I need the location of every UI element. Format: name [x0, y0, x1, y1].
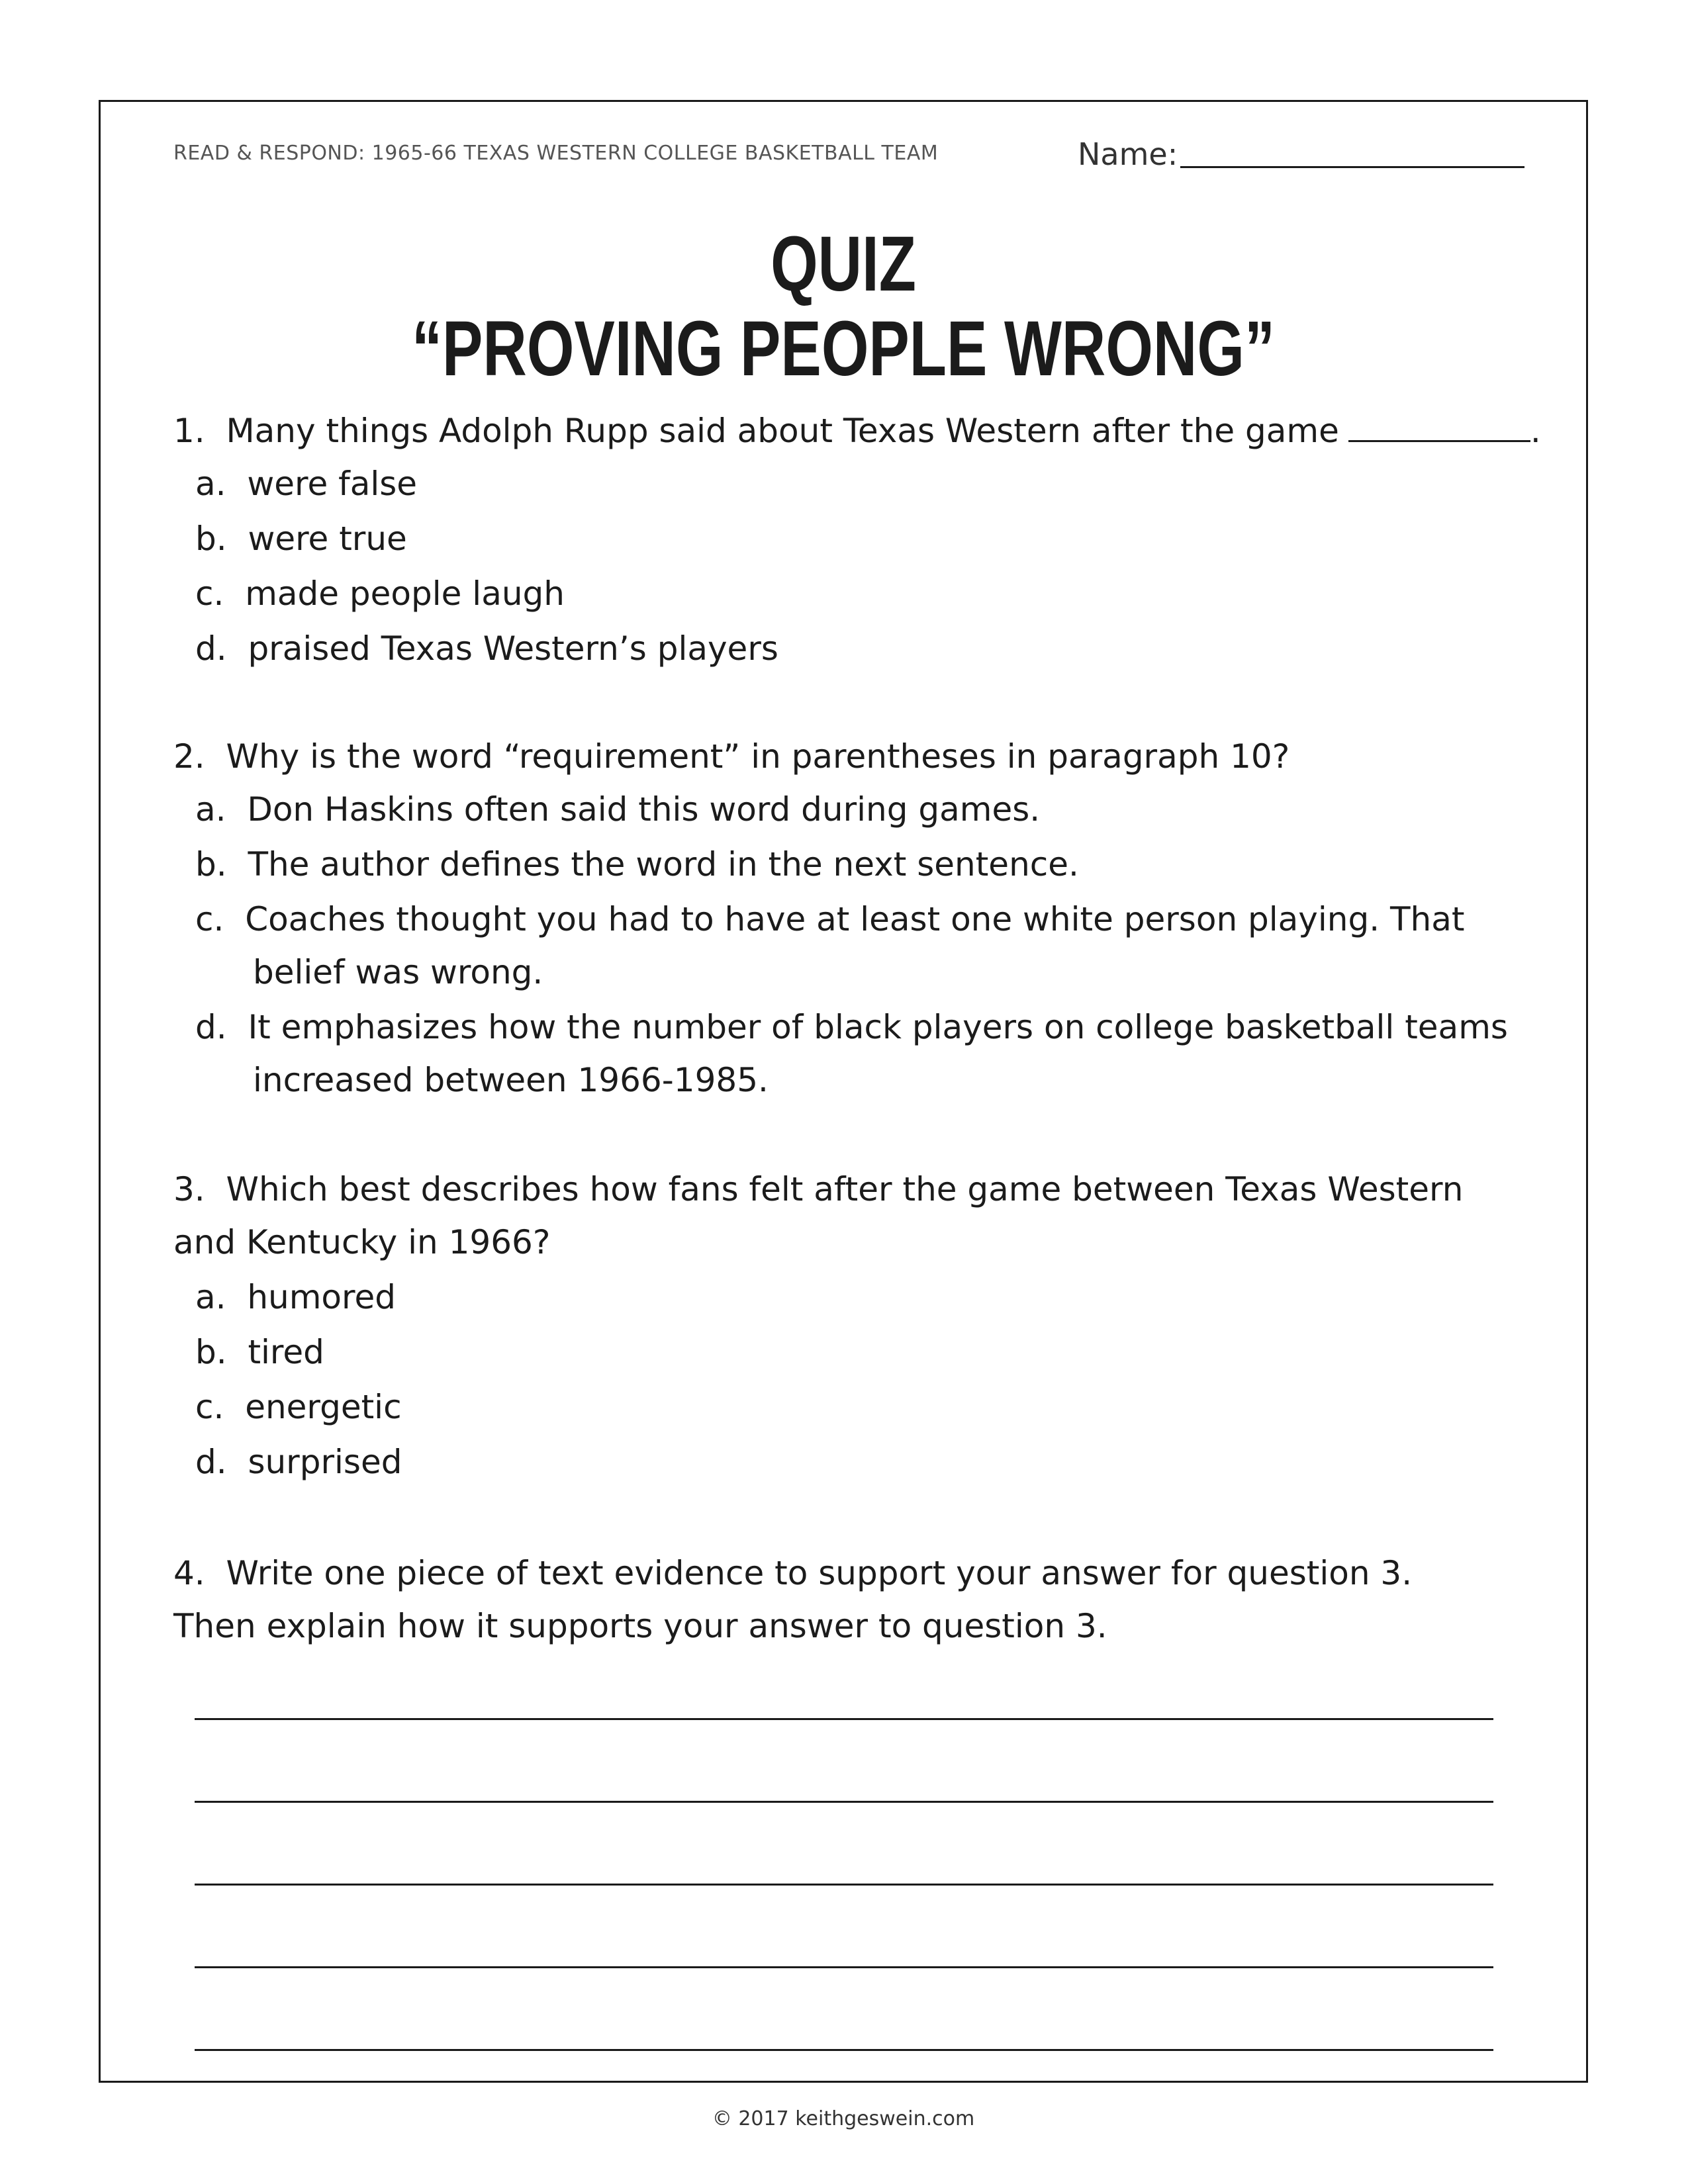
name-blank-line[interactable]: [1180, 166, 1524, 168]
option-3d[interactable]: [195, 1445, 402, 1479]
option-letter: c.: [195, 900, 224, 938]
option-3a[interactable]: [195, 1278, 396, 1316]
option-3b[interactable]: [195, 1333, 324, 1371]
name-label: Name:: [1078, 136, 1178, 172]
option-text: praised Texas Western’s players: [248, 629, 778, 668]
option-letter: a.: [195, 465, 226, 503]
name-field[interactable]: [1078, 136, 1524, 172]
option-letter: b.: [195, 520, 227, 558]
option-1b[interactable]: [195, 520, 407, 558]
option-text: surprised: [248, 1443, 402, 1481]
quiz-subtitle-title: “PROVING PEOPLE WRONG”: [411, 305, 1276, 392]
prompt-end: .: [1530, 412, 1541, 450]
answer-line[interactable]: [195, 2049, 1493, 2051]
question-1: [173, 412, 1541, 450]
option-letter: c.: [195, 1388, 224, 1426]
question-prompt: Why is the word “requirement” in parentheses in paragraph 10?: [226, 737, 1290, 776]
option-letter: d.: [195, 1008, 227, 1046]
option-letter: a.: [195, 790, 226, 829]
option-text: Don Haskins often said this word during games.: [247, 790, 1041, 829]
quiz-title: QUIZ: [771, 220, 916, 308]
question-prompt: Many things Adolph Rupp said about Texas Western after the game: [226, 412, 1339, 450]
question-number: 4.: [173, 1554, 205, 1592]
option-text: humored: [247, 1278, 396, 1316]
question-3: [173, 1170, 1464, 1208]
question-prompt: Which best describes how fans felt after the game between Texas Western: [226, 1170, 1464, 1208]
answer-blank[interactable]: [1348, 440, 1530, 442]
option-text: energetic: [245, 1388, 402, 1426]
option-letter: c.: [195, 574, 224, 613]
option-text: The author defines the word in the next sentence.: [248, 845, 1079, 884]
worksheet-subtitle: READ & RESPOND: 1965-66 TEXAS WESTERN COLLEGE BASKETBALL TEAM: [173, 142, 939, 165]
option-text: tired: [248, 1333, 324, 1371]
answer-line[interactable]: [195, 1966, 1493, 1968]
question-prompt: Write one piece of text evidence to support your answer for question 3.: [226, 1554, 1413, 1592]
option-1d[interactable]: [195, 629, 778, 668]
option-1c[interactable]: [195, 574, 565, 613]
option-1a[interactable]: [195, 465, 418, 503]
option-text: It emphasizes how the number of black players on college basketball teams: [248, 1008, 1508, 1046]
option-3c[interactable]: [195, 1390, 402, 1424]
option-letter: d.: [195, 1443, 227, 1481]
copyright-footer: © 2017 keithgeswein.com: [712, 2107, 975, 2130]
question-number: 1.: [173, 412, 205, 450]
question-number: 3.: [173, 1170, 205, 1208]
option-2c[interactable]: [195, 900, 1465, 938]
option-letter: b.: [195, 1333, 227, 1371]
option-2a[interactable]: [195, 790, 1041, 829]
option-2b[interactable]: [195, 845, 1079, 884]
option-text: were true: [248, 520, 407, 558]
option-letter: b.: [195, 845, 227, 884]
question-2: [173, 737, 1290, 776]
option-text: were false: [247, 465, 418, 503]
question-3-line2: and Kentucky in 1966?: [173, 1223, 551, 1261]
answer-line[interactable]: [195, 1718, 1493, 1720]
question-4-line2: Then explain how it supports your answer to question 3.: [173, 1607, 1107, 1645]
option-2d-continuation: increased between 1966-1985.: [253, 1061, 769, 1099]
option-letter: a.: [195, 1278, 226, 1316]
question-number: 2.: [173, 737, 205, 776]
question-4: [173, 1554, 1413, 1592]
answer-line[interactable]: [195, 1884, 1493, 1886]
option-2d[interactable]: [195, 1008, 1508, 1046]
option-text: made people laugh: [245, 574, 565, 613]
answer-line[interactable]: [195, 1801, 1493, 1803]
option-text: Coaches thought you had to have at least one white person playing. That: [245, 900, 1465, 938]
option-2c-continuation: belief was wrong.: [253, 953, 543, 991]
option-letter: d.: [195, 629, 227, 668]
